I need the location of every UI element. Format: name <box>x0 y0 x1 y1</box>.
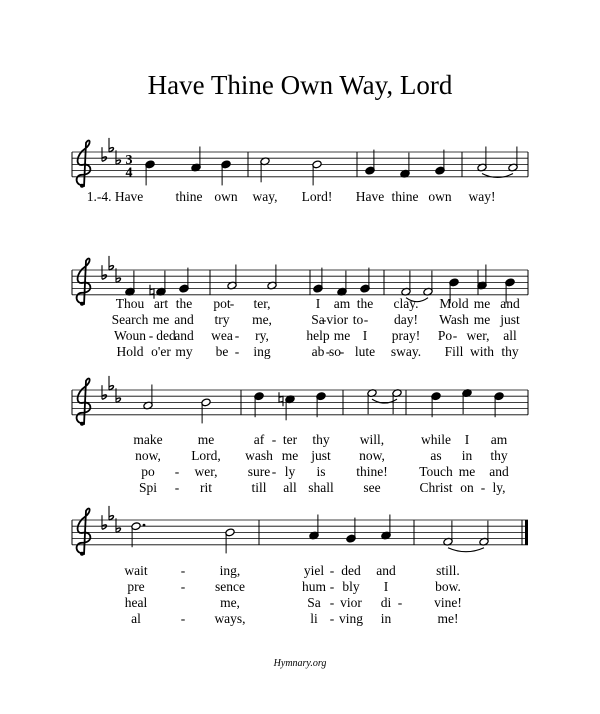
lyric-syllable: - <box>148 328 154 343</box>
note <box>267 265 277 290</box>
lyric-syllable: I <box>315 296 321 311</box>
lyric-syllable: me, <box>252 312 272 327</box>
lyric-syllable: till <box>251 480 267 495</box>
lyric-syllable: will, <box>359 432 385 447</box>
lyric-syllable: ry, <box>255 328 269 343</box>
lyric-syllable: day! <box>394 312 418 327</box>
note <box>346 518 356 543</box>
lyric-syllable: thy <box>312 432 330 447</box>
lyric-syllable: - <box>180 579 186 594</box>
lyric-syllable: Touch <box>419 464 453 479</box>
lyric-syllable: ded <box>341 563 361 578</box>
lyric-syllable: Lord! <box>301 189 333 204</box>
lyric-syllable: and <box>174 328 194 343</box>
key-signature-flats <box>102 138 121 164</box>
lyric-syllable: and <box>489 464 509 479</box>
source-credit: Hymnary.org <box>273 658 327 669</box>
lyric-syllable: way! <box>468 189 496 204</box>
lyric-syllable: af <box>253 432 265 447</box>
lyric-syllable: wer, <box>466 328 490 343</box>
staff-system <box>72 390 528 415</box>
lyric-syllable: is <box>316 464 326 479</box>
note <box>313 268 323 293</box>
lyric-syllable: me <box>473 312 491 327</box>
note <box>508 147 518 172</box>
lyric-syllable: sway. <box>390 344 422 359</box>
note <box>401 271 411 296</box>
lyric-syllable: ter, <box>253 296 271 311</box>
lyric-syllable: - <box>452 328 458 343</box>
lyric-syllable: - <box>325 344 331 359</box>
note <box>312 160 322 185</box>
lyric-syllable: me, <box>220 595 240 610</box>
lyric-syllable: my <box>175 344 193 359</box>
lyric-syllable: thy <box>501 344 519 359</box>
lyric-syllable: - <box>397 595 403 610</box>
lyric-syllable: vior <box>340 595 362 610</box>
lyric-syllable: Sa <box>307 595 321 610</box>
lyric-syllable: lute <box>354 344 376 359</box>
lyric-syllable: - <box>329 595 335 610</box>
note <box>260 157 270 182</box>
lyric-syllable: wer, <box>194 464 218 479</box>
lyric-syllable: di <box>380 595 392 610</box>
lyric-syllable: - <box>339 344 345 359</box>
augmentation-dot <box>143 524 146 527</box>
lyric-syllable: Po <box>437 328 453 343</box>
lyric-syllable: thy <box>490 448 508 463</box>
lyric-syllable: me! <box>437 611 459 626</box>
lyric-syllable: ing, <box>219 563 241 578</box>
note <box>477 147 487 172</box>
note <box>125 271 135 296</box>
lyric-syllable: own <box>214 189 238 204</box>
lyric-syllable: ly, <box>492 480 506 495</box>
lyric-syllable: vine! <box>434 595 462 610</box>
lyric-syllable: with <box>469 344 495 359</box>
lyric-syllable: art <box>153 296 169 311</box>
lyric-syllable: sure <box>247 464 271 479</box>
note <box>225 528 235 553</box>
lyric-syllable: ing <box>253 344 271 359</box>
lyric-syllable: be <box>215 344 229 359</box>
lyric-syllable: - <box>329 563 335 578</box>
note <box>423 271 433 296</box>
lyric-syllable: - <box>174 480 180 495</box>
lyric-syllable: still. <box>436 563 460 578</box>
lyric-syllable: me <box>197 432 215 447</box>
lyric-syllable: all <box>503 328 517 343</box>
lyric-syllable: ways, <box>214 611 246 626</box>
key-signature-flats <box>102 256 121 282</box>
lyric-syllable: - <box>271 432 277 447</box>
note <box>400 153 410 178</box>
lyric-syllable: thine! <box>356 464 388 479</box>
lyric-syllable: wait <box>124 563 148 578</box>
note <box>227 265 237 290</box>
lyric-syllable: way, <box>252 189 278 204</box>
lyric-syllable: am <box>490 432 508 447</box>
note <box>365 150 375 175</box>
lyric-syllable: just <box>500 312 520 327</box>
note <box>337 271 347 296</box>
note <box>150 271 166 299</box>
note <box>443 521 453 546</box>
key-signature-flats <box>102 506 121 532</box>
svg-text:4: 4 <box>125 165 133 181</box>
lyric-syllable: wea <box>211 328 233 343</box>
lyric-syllable: pot <box>213 296 231 311</box>
lyric-syllable: to <box>352 312 364 327</box>
lyric-syllable: bly <box>342 579 360 594</box>
lyric-syllable: I <box>362 328 368 343</box>
lyric-syllable: pray! <box>391 328 421 343</box>
lyric-syllable: hum <box>301 579 327 594</box>
lyric-syllable: o'er <box>151 344 171 359</box>
lyric-syllable: Sa <box>311 312 325 327</box>
lyric-syllable: - <box>234 328 240 343</box>
note <box>145 160 155 185</box>
lyric-syllable: Have <box>355 189 385 204</box>
lyric-syllable: am <box>333 296 351 311</box>
lyric-syllable: Lord, <box>191 448 221 463</box>
lyric-syllable: while <box>421 432 451 447</box>
lyric-syllable: all <box>283 480 297 495</box>
lyric-syllable: Wash <box>439 312 469 327</box>
note <box>392 389 402 414</box>
note <box>191 147 201 172</box>
lyric-syllable: me <box>473 296 491 311</box>
lyric-syllable: po <box>141 464 155 479</box>
lyric-syllable: Woun <box>114 328 146 343</box>
lyric-syllable: pre <box>127 579 145 594</box>
lyric-syllable: 1.-4. Have <box>86 189 144 204</box>
lyric-syllable: in <box>380 611 392 626</box>
time-signature <box>126 153 133 181</box>
lyric-syllable: ded <box>156 328 176 343</box>
lyric-syllable: sence <box>215 579 245 594</box>
note <box>201 398 211 423</box>
lyric-syllable: thine <box>175 189 203 204</box>
lyric-syllable: - <box>329 579 335 594</box>
lyric-syllable: the <box>175 296 193 311</box>
note <box>381 515 391 540</box>
lyric-syllable: Thou <box>115 296 145 311</box>
lyric-syllable: just <box>311 448 331 463</box>
note <box>131 522 146 547</box>
lyric-syllable: as <box>430 448 442 463</box>
lyric-syllable: Hold <box>116 344 144 359</box>
lyric-syllable: - <box>180 563 186 578</box>
lyric-syllable: I <box>464 432 470 447</box>
lyric-syllable: make <box>133 432 163 447</box>
lyric-syllable: Search <box>111 312 149 327</box>
lyric-syllable: thine <box>391 189 419 204</box>
lyric-syllable: on <box>460 480 474 495</box>
lyric-syllable: -vior <box>321 312 349 327</box>
lyric-syllable: I <box>383 579 389 594</box>
lyric-syllable: ly <box>284 464 296 479</box>
lyric-syllable: me <box>333 328 351 343</box>
note <box>316 392 326 417</box>
note <box>494 392 504 417</box>
lyric-syllable: in <box>461 448 473 463</box>
lyric-syllable: try <box>214 312 230 327</box>
note <box>435 150 445 175</box>
lyric-syllable: yiel <box>303 563 325 578</box>
lyric-syllable: own <box>428 189 452 204</box>
lyric-syllable: - <box>174 464 180 479</box>
svg-text:3: 3 <box>125 153 133 168</box>
lyric-syllable: so <box>328 344 342 359</box>
lyric-syllable: and <box>174 312 194 327</box>
note <box>479 521 489 546</box>
lyric-syllable: the <box>356 296 374 311</box>
lyric-syllable: - <box>229 296 235 311</box>
note <box>143 385 153 410</box>
lyric-syllable: Fill <box>444 344 464 359</box>
lyric-syllable: and <box>500 296 520 311</box>
lyric-syllable: li <box>310 611 318 626</box>
lyric-syllable: - <box>180 611 186 626</box>
lyric-syllable: me <box>281 448 299 463</box>
lyric-syllable: rit <box>200 480 212 495</box>
lyric-syllable: Mold <box>439 296 469 311</box>
lyric-syllable: me <box>458 464 476 479</box>
lyric-syllable: ving <box>338 611 364 626</box>
lyric-syllable: now, <box>359 448 385 463</box>
lyric-syllable: me <box>152 312 170 327</box>
lyric-syllable: bow. <box>435 579 461 594</box>
lyric-syllable: and <box>376 563 396 578</box>
lyric-syllable: - <box>271 464 277 479</box>
lyric-syllable: shall <box>308 480 334 495</box>
key-signature-flats <box>102 376 121 402</box>
lyric-syllable: wash <box>245 448 273 463</box>
lyric-syllable: - <box>363 312 369 327</box>
hymn-title: Have Thine Own Way, Lord <box>147 70 453 100</box>
note <box>431 392 441 417</box>
lyric-syllable: help <box>306 328 330 343</box>
lyric-syllable: Spi <box>138 480 158 495</box>
lyric-syllable: see <box>363 480 381 495</box>
lyric-syllable: Christ <box>419 480 453 495</box>
staff-system <box>72 152 528 178</box>
lyric-syllable: - <box>234 344 240 359</box>
note <box>221 160 231 185</box>
note <box>309 515 319 540</box>
note <box>360 268 370 293</box>
note <box>462 389 472 414</box>
lyric-syllable: ter <box>282 432 298 447</box>
lyric-syllable: clay. <box>393 296 419 311</box>
lyric-syllable: - <box>329 611 335 626</box>
natural-sign <box>279 392 283 406</box>
lyric-syllable: ab <box>311 344 325 359</box>
note <box>254 392 264 417</box>
lyric-syllable: now, <box>135 448 161 463</box>
lyric-syllable: heal <box>124 595 148 610</box>
lyric-syllable: - <box>480 480 486 495</box>
lyric-syllable: al <box>131 611 141 626</box>
note <box>179 268 189 293</box>
tie <box>448 548 484 552</box>
